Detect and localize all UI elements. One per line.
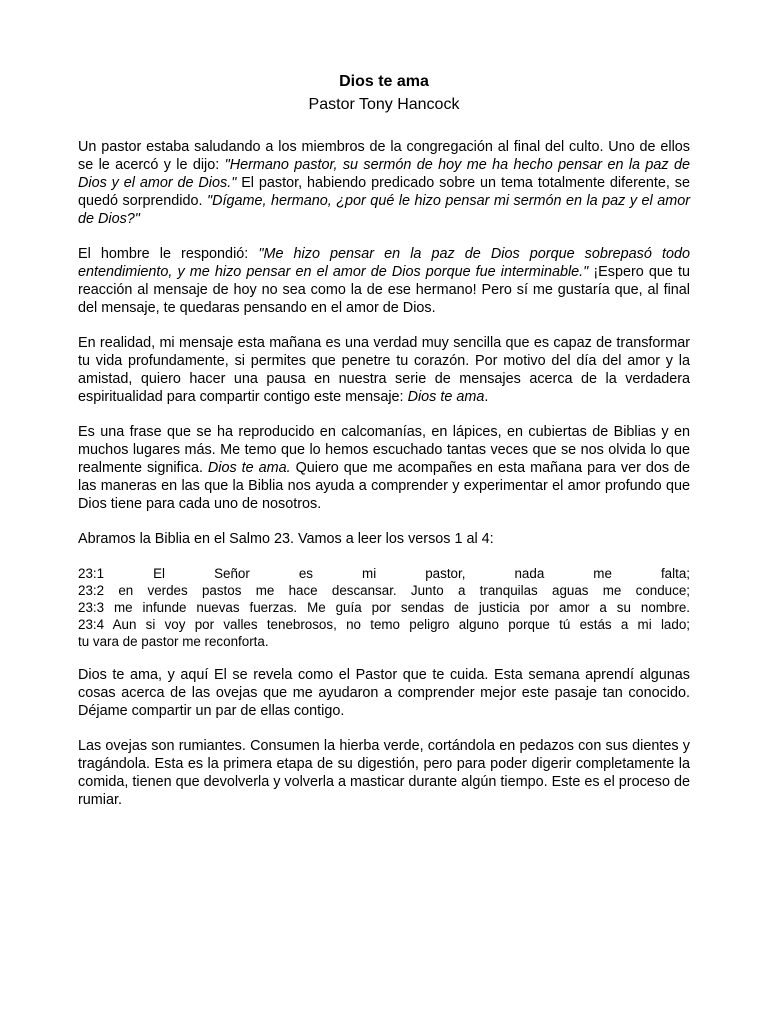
paragraph-4 (78, 423, 690, 513)
quote-text: "Me hizo pensar en la paz de Dios porque sobrepasó todo entendimiento, y me hizo pensar en el amor de Dios porque fue interminable." (78, 246, 690, 280)
paragraph-text: Es una frase que se ha reproducido en calcomanías, en lápices, en cubiertas de Biblias y en muchos lugares más. Me temo que lo hemos escuchado tantas veces que se nos olvida lo que realmente significa. (78, 424, 690, 476)
paragraph-text: . (484, 389, 489, 405)
psalm-verse-4-cont: tu vara de pastor me reconforta. (78, 634, 269, 649)
paragraph-text: Quiero que me acompañes en esta mañana para ver dos de las maneras en las que la Biblia nos ayuda a comprender y experimentar el amor profundo que Dios tiene para cada uno de nosotros. (78, 460, 690, 512)
sermon-body (78, 138, 690, 826)
psalm-quote (78, 565, 690, 650)
paragraph-text: El pastor, habiendo predicado sobre un tema totalmente diferente, se quedó sorprendido. (78, 175, 690, 209)
psalm-verse-1: 23:1 El Señor es mi pastor, nada me falta; (78, 566, 690, 581)
paragraph-7: Las ovejas son rumiantes. Consumen la hierba verde, cortándola en pedazos con sus dientes y tragándola. Esta es la primera etapa de su digestión, pero para poder digerir completamente la comida, tienen que devolverla y volverla a masticar durante algún tiempo. Este es el proceso de rumiar. (78, 738, 690, 808)
paragraph-text: Un pastor estaba saludando a los miembros de la congregación al final del culto. Uno de ellos se le acercó y le dijo: (78, 139, 690, 173)
psalm-verse-4: 23:4 Aun si voy por valles tenebrosos, no temo peligro alguno porque tú estás a mi lado; (78, 617, 690, 632)
paragraph-6: Dios te ama, y aquí El se revela como el Pastor que te cuida. Esta semana aprendí algunas cosas acerca de las ovejas que me ayudaron a comprender mejor este pasaje tan conocido. Déjame compartir un par de ellas contigo. (78, 667, 690, 719)
quote-text: "Dígame, hermano, ¿por qué le hizo pensar mi sermón en la paz y el amor de Dios?" (78, 193, 690, 227)
page-title: Dios te ama (339, 73, 429, 90)
emphasis-text: Dios te ama. (207, 460, 291, 476)
paragraph-1 (78, 138, 690, 228)
quote-text: "Hermano pastor, su sermón de hoy me ha hecho pensar en la paz de Dios y el amor de Dios." (78, 157, 690, 191)
paragraph-text: En realidad, mi mensaje esta mañana es una verdad muy sencilla que es capaz de transformar tu vida profundamente, si permites que penetre tu corazón. Por motivo del día del amor y la amistad, quiero hacer una pausa en nuestra serie de mensajes acerca de la verdadera espiritualidad para compartir contigo este mensaje: (78, 335, 690, 405)
paragraph-text: ¡Espero que tu reacción al mensaje de hoy no sea como la de ese hermano! Pero sí me gustaría que, al final del mensaje, te quedaras pensando en el amor de Dios. (78, 264, 690, 316)
emphasis-text: Dios te ama (407, 389, 485, 405)
paragraph-3 (78, 334, 690, 406)
paragraph-text: El hombre le respondió: (78, 246, 259, 262)
paragraph-5: Abramos la Biblia en el Salmo 23. Vamos a leer los versos 1 al 4: (78, 531, 494, 547)
psalm-verse-2: 23:2 en verdes pastos me hace descansar. Junto a tranquilas aguas me conduce; (78, 583, 690, 598)
psalm-verse-3: 23:3 me infunde nuevas fuerzas. Me guía por sendas de justicia por amor a su nombre. (78, 600, 690, 615)
author-byline: Pastor Tony Hancock (308, 96, 460, 113)
paragraph-2 (78, 245, 690, 317)
